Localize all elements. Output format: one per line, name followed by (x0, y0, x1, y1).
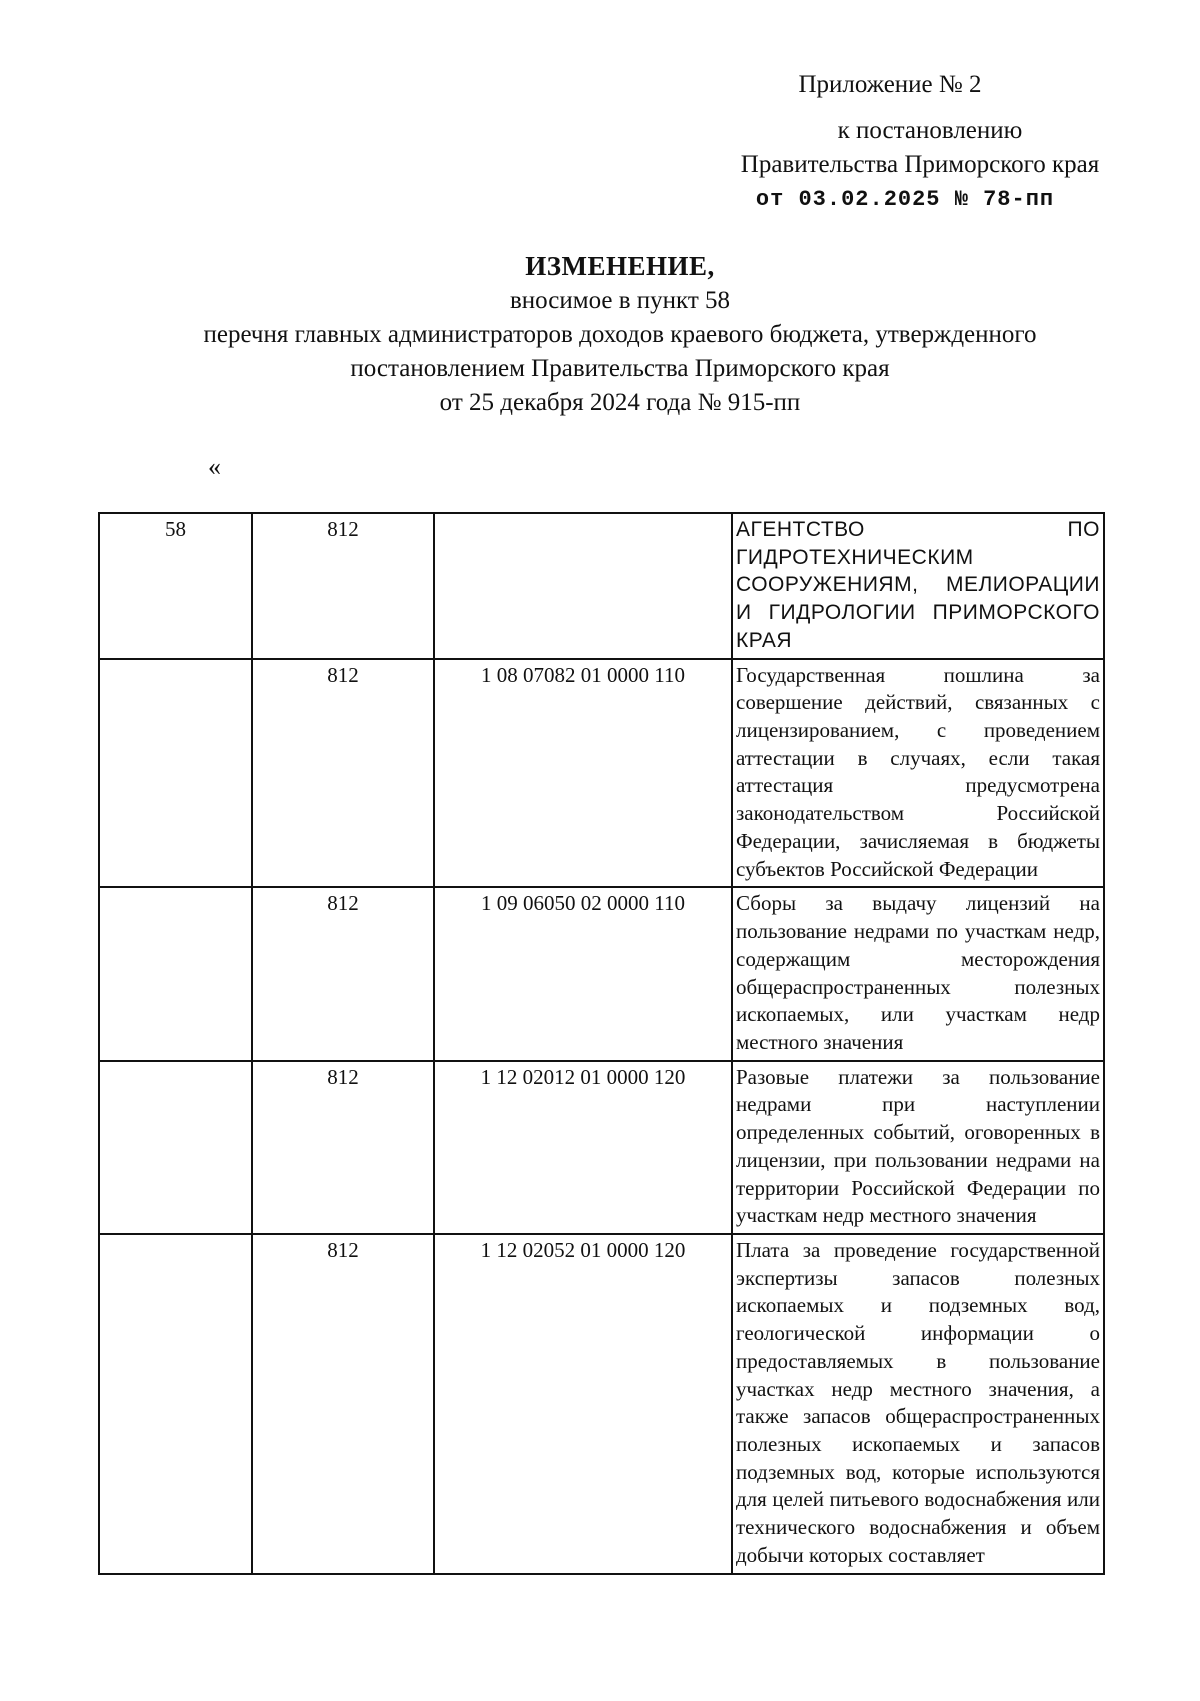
budget-code-cell: 1 08 07082 01 0000 110 (434, 659, 732, 888)
appendix-to-decree: к постановлению (837, 116, 1023, 144)
admin-code-cell: 812 (252, 513, 434, 659)
item-number-cell: 58 (99, 513, 252, 659)
admin-code-cell: 812 (252, 659, 434, 888)
item-number-cell (99, 1234, 252, 1574)
table-row (99, 513, 1104, 659)
revenue-name-cell: Плата за проведение государственной экспертизы запасов полезных ископаемых и подземных вод, геологической информации о предоставляемых в пользование участках недр местного значения, а также запасов общераспространенных полезных ископаемых и запасов подземных вод, которые используются для целей питьевого водоснабжения или технического водоснабжения и объем добычи которых составляет (732, 1234, 1104, 1574)
title-line-1: вносимое в пункт 58 (509, 287, 731, 315)
appendix-government: Правительства Приморского края (740, 150, 1100, 178)
admin-code-cell: 812 (252, 1061, 434, 1234)
title-line-3: постановлением Правительства Приморского края (350, 354, 890, 382)
title-line-4: от 25 декабря 2024 года № 915-пп (439, 388, 801, 416)
item-number-cell (99, 1061, 252, 1234)
revenue-name-cell: АГЕНТСТВО ПО ГИДРОТЕХНИЧЕСКИМ СООРУЖЕНИЯМ, МЕЛИОРАЦИИ И ГИДРОЛОГИИ ПРИМОРСКОГО КРАЯ (732, 513, 1104, 659)
table-row (99, 659, 1104, 888)
admin-code-cell: 812 (252, 887, 434, 1060)
appendix-label: Приложение № 2 (798, 71, 982, 98)
revenue-name-cell: Государственная пошлина за совершение действий, связанных с лицензированием, с проведением аттестации в случаях, если такая аттестация предусмотрена законодательством Российской Федерации, зачисляемая в бюджеты субъектов Российской Федерации (732, 659, 1104, 888)
document-heading: ИЗМЕНЕНИЕ, (525, 251, 715, 281)
item-number-cell (99, 659, 252, 888)
budget-code-cell: 1 12 02012 01 0000 120 (434, 1061, 732, 1234)
item-number-cell (99, 887, 252, 1060)
revenue-name-cell: Разовые платежи за пользование недрами при наступлении определенных событий, оговоренных в лицензии, при пользовании недрами на территории Российской Федерации по участкам недр местного значения (732, 1061, 1104, 1234)
revenue-name-cell: Сборы за выдачу лицензий на пользование недрами по участкам недр, содержащим месторождения общераспространенных полезных ископаемых, или участкам недр местного значения (732, 887, 1104, 1060)
appendix-header (700, 68, 1140, 215)
opening-quote-mark: « (208, 452, 221, 481)
budget-code-cell: 1 09 06050 02 0000 110 (434, 887, 732, 1060)
budget-code-cell (434, 513, 732, 659)
table-row (99, 887, 1104, 1060)
table-row (99, 1234, 1104, 1574)
budget-code-cell: 1 12 02052 01 0000 120 (434, 1234, 732, 1574)
appendix-date-number: от 03.02.2025 № 78-пп (755, 187, 1055, 213)
title-line-2: перечня главных администраторов доходов краевого бюджета, утвержденного (203, 321, 1037, 349)
admin-code-cell: 812 (252, 1234, 434, 1574)
document-title-block (60, 248, 1180, 419)
table-row (99, 1061, 1104, 1234)
revenue-codes-table (98, 512, 1105, 1575)
